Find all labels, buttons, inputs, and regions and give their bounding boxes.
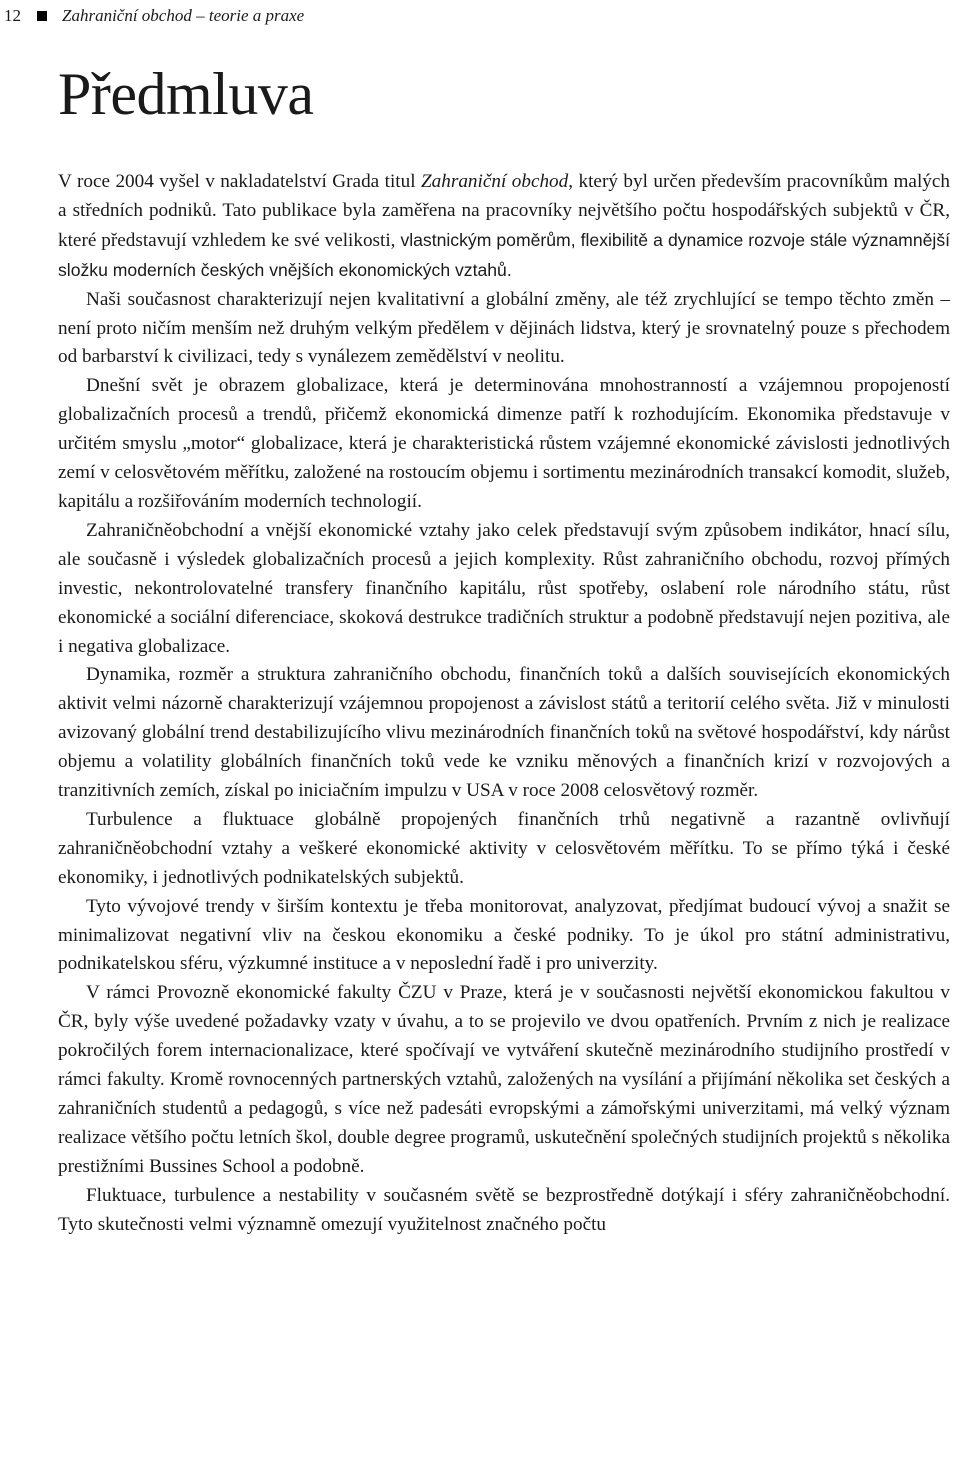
header-square-bullet [37,11,47,21]
paragraph-1-text-d: Tato publikace byla zaměřena na pracovníky největšího počtu hospodářských subjektů v ČR, které představují vzhledem ke své velikosti, [58,199,950,251]
paragraph-1 [58,168,950,286]
paragraph-6: Turbulence a fluktuace globálně propojených finančních trhů negativně a razantně ovlivňují zahraničněobchodní vztahy a veškeré ekonomické aktivity v celosvětovém měřítku. To se přímo týká i české ekonomiky, i jednotlivých podnikatelských subjektů. [58,808,950,888]
paragraph-3: Dnešní svět je obrazem globalizace, která je determinována mnohostranností a vzájemnou propojeností globalizačních procesů a trendů, přičemž ekonomická dimenze patří k rozhodujícím. Ekonomika představuje v určitém smyslu „motor“ globalizace, která je charakteristická růstem vzájemné ekonomické závislosti jednotlivých zemí v celosvětovém měřítku, založené na rostoucím objemu i sortimentu mezinárodních transakcí komodit, služeb, kapitálu a rozšiřováním moderních technologií. [58,375,950,512]
paragraph-1-text-a: V roce 2004 vyšel v nakladatelství Grada titul [58,171,422,192]
chapter-title: Předmluva [58,61,314,127]
running-book-title: Zahraniční obchod – teorie a praxe [62,6,305,25]
paragraph-2: Naši současnost charakterizují nejen kvalitativní a globální změny, ale též zrychlující se tempo těchto změn – není proto ničím menším než druhým velkým předělem v dějinách lidstva, který je srovnatelný pouze s přechodem od barbarství k civilizaci, tedy s vynálezem zemědělství v neolitu. [58,288,950,368]
paragraph-5: Dynamika, rozměr a struktura zahraničního obchodu, finančních toků a dalších souvisejících ekonomických aktivit velmi názorně charakterizují vzájemnou propojenost a závislost států a teritorií celého světa. Již v minulosti avizovaný globální trend destabilizujícího vlivu mezinárodních finančních toků na světové hospodářství, kdy nárůst objemu a volatility globálních finančních toků vede ke vzniku měnových a finančních krizí v rozvojových a tranzitivních zemích, získal po iniciačním impulzu v USA v roce 2008 celosvětový rozměr. [58,664,950,802]
page-number: 12 [4,6,21,25]
paragraph-4: Zahraničněobchodní a vnější ekonomické vztahy jako celek představují svým způsobem indikátor, hnací sílu, ale současně i výsledek globalizačních procesů a jejich komplexity. Růst zahraničního obchodu, rozvoj přímých investic, nekontrolovatelné transfery finančního kapitálu, růst spotřeby, oslabení role národního státu, růst ekonomické a sociální diferenciace, skoková destrukce tradičních struktur a podobně představují nejen pozitiva, ale i negativa globalizace. [58,519,950,657]
paragraph-7: Tyto vývojové trendy v širším kontextu je třeba monitorovat, analyzovat, předjímat budoucí vývoj a snažit se minimalizovat negativní vliv na českou ekonomiku a české podniky. To je úkol pro státní administrativu, podnikatelskou sféru, výzkumné instituce a v neposlední řadě i pro univerzity. [58,895,950,975]
body-text [58,168,950,1240]
paragraph-1-sans-text: vlastnickým poměrům, flexibilitě a dynamice rozvoje stále významnější složku moderních českých vnějších ekonomických vztahů. [58,229,951,280]
paragraph-9: Fluktuace, turbulence a nestability v současném světě se bezprostředně dotýkají i sféry zahraničněobchodní. Tyto skutečnosti velmi významně omezují využitelnost značného počtu [58,1184,950,1235]
paragraph-1-text-c: , který byl určen především pracovníkům malých a středních podniků. [58,171,950,221]
running-header [0,0,960,36]
paragraph-8: V rámci Provozně ekonomické fakulty ČZU v Praze, která je v současnosti největší ekonomickou fakultou v ČR, byly výše uvedené požadavky vzaty v úvahu, a to se projevilo ve dvou opatřeních. Prvním z nich je realizace pokročilých forem internacionalizace, které spočívají ve vytváření skutečně mezinárodního studijního prostředí v rámci fakulty. Kromě rovnocenných partnerských vztahů, založených na vysílání a přijímání několika set českých a zahraničních studentů a pedagogů, s více než padesáti evropskými a zámořskými univerzitami, má velký význam realizace většího počtu letních škol, double degree programů, uskutečnění společných studijních projektů s několika prestižními Bussines School a podobně. [58,982,950,1177]
paragraph-1-italic-title: Zahraniční obchod [421,171,569,192]
